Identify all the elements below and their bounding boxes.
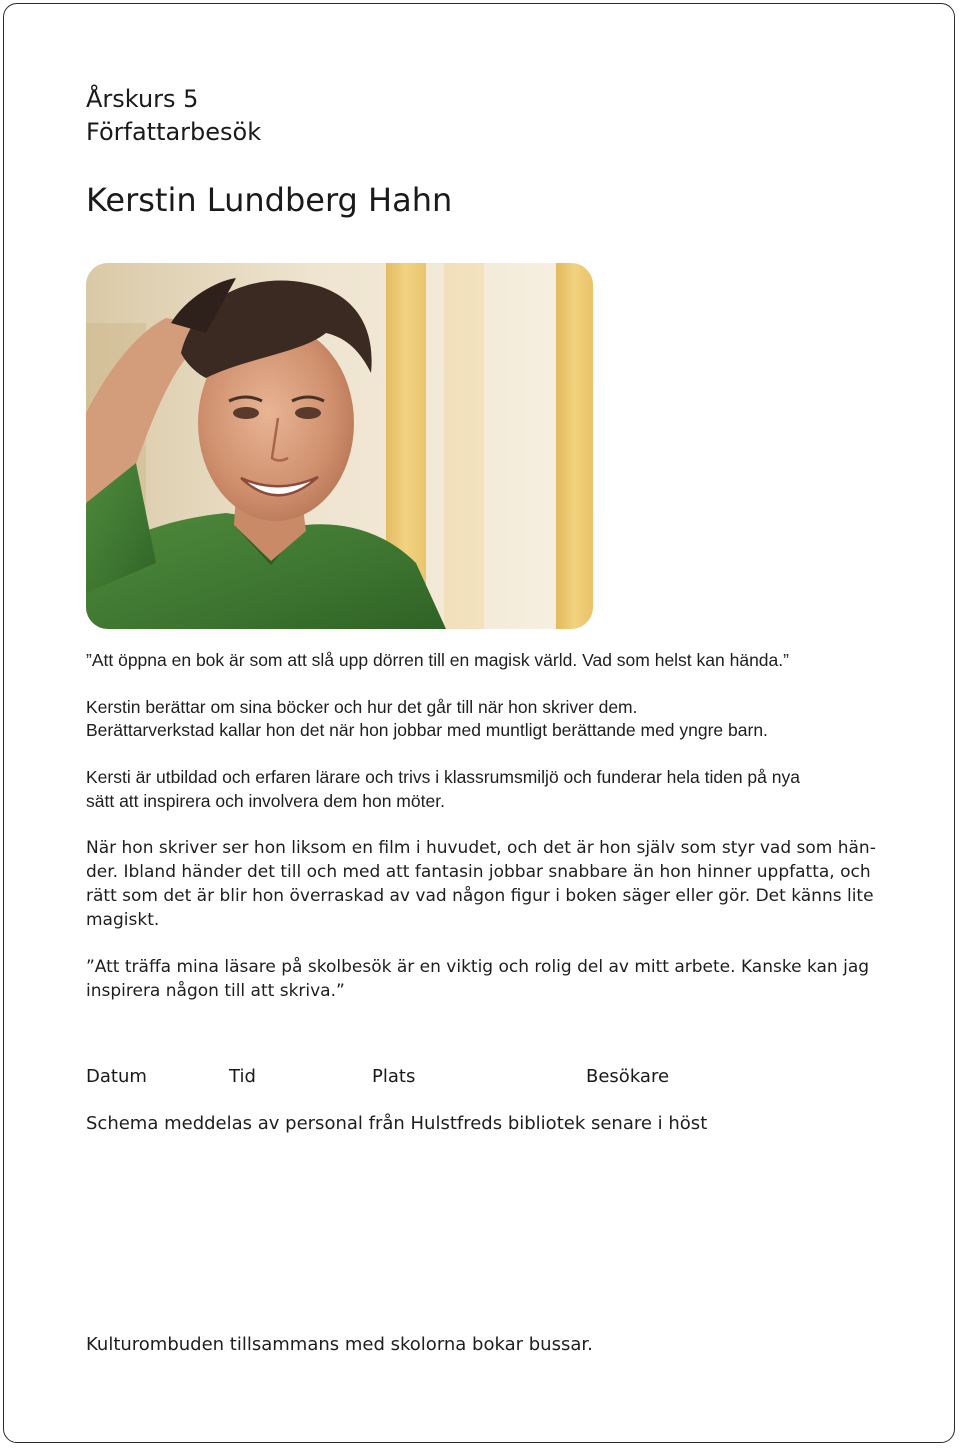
author-name-title: Kerstin Lundberg Hahn xyxy=(86,181,453,219)
paragraph-3-line-4: magiskt. xyxy=(86,910,160,930)
schedule-note: Schema meddelas av personal från Hulstfreds bibliotek senare i höst xyxy=(86,1113,708,1134)
paragraph-1-line-2: Berättarverkstad kallar hon det när hon jobbar med muntligt berättande med yngre barn. xyxy=(86,720,768,740)
paragraph-3-line-2: der. Ibland händer det till och med att fantasin jobbar snabbare än hon hinner uppfatta, och xyxy=(86,862,871,882)
paragraph-2-line-1: Kersti är utbildad och erfaren lärare och trivs i klassrumsmiljö och funderar hela tiden på nya xyxy=(86,767,800,787)
author-portrait-photo xyxy=(86,263,593,629)
schedule-col-date: Datum xyxy=(86,1066,147,1087)
quote-closing-line-2: inspirera någon till att skriva.” xyxy=(86,981,345,1001)
paragraph-2-line-2: sätt att inspirera och involvera dem hon möter. xyxy=(86,791,445,811)
paragraph-3-line-1: När hon skriver ser hon liksom en film i huvudet, och det är hon själv som styr vad som hän- xyxy=(86,838,876,858)
grade-heading: Årskurs 5 xyxy=(86,85,199,113)
paragraph-3-line-3: rätt som det är blir hon överraskad av vad någon figur i boken säger eller gör. Det känns lite xyxy=(86,886,874,906)
paragraph-1-line-1: Kerstin berättar om sina böcker och hur det går till när hon skriver dem. xyxy=(86,697,638,717)
schedule-col-visitor: Besökare xyxy=(586,1066,670,1087)
schedule-col-time: Tid xyxy=(229,1066,256,1087)
transport-note: Kulturombuden tillsammans med skolorna bokar bussar. xyxy=(86,1334,593,1355)
quote-closing-line-1: ”Att träffa mina läsare på skolbesök är en viktig och rolig del av mitt arbete. Kanske kan jag xyxy=(86,957,870,977)
schedule-col-place: Plats xyxy=(372,1066,416,1087)
subtitle-heading: Författarbesök xyxy=(86,118,262,146)
quote-intro: ”Att öppna en bok är som att slå upp dörren till en magisk värld. Vad som helst kan hända.” xyxy=(86,650,789,670)
